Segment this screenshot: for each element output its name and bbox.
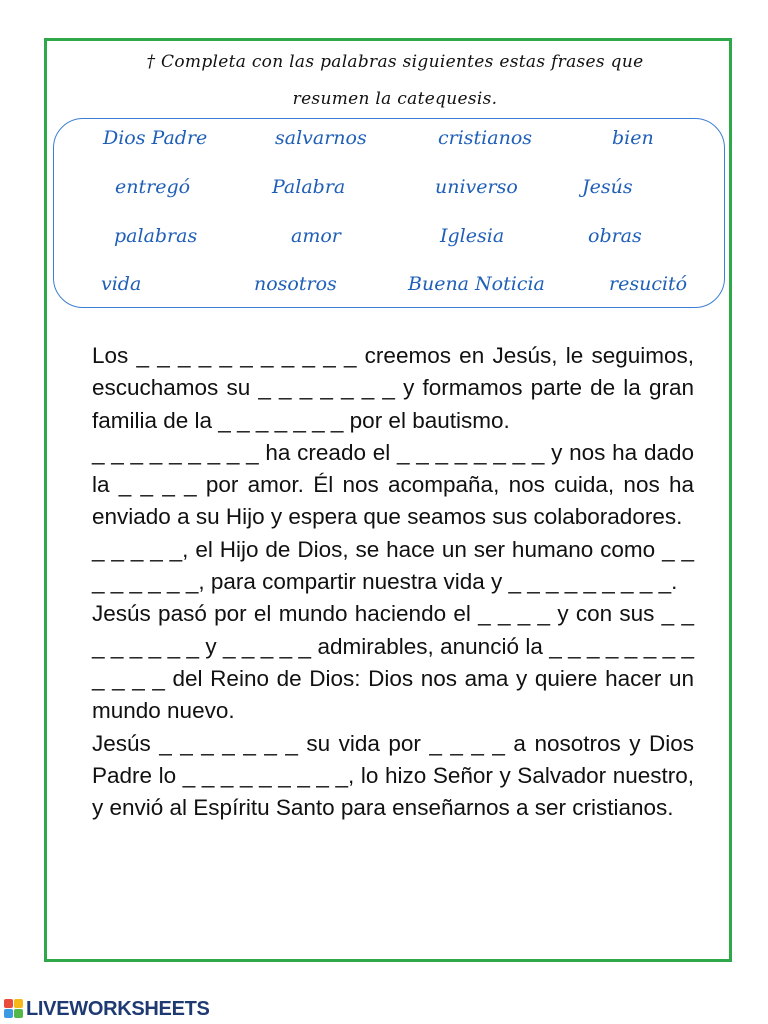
paragraph: Jesús _ _ _ _ _ _ _ su vida por _ _ _ _ a nosotros y Dios Padre lo _ _ _ _ _ _ _ _ _, lo hizo Señor y Salvador nuestro, y envió al Espíritu Santo para enseñarnos a ser cristianos. bbox=[92, 730, 694, 821]
logo-text: LIVEWORKSHEETS bbox=[26, 997, 210, 1020]
liveworksheets-logo bbox=[4, 996, 210, 1022]
word-bank-item: Jesús bbox=[582, 176, 633, 198]
word-bank-item: vida bbox=[101, 273, 142, 295]
paragraph: Los _ _ _ _ _ _ _ _ _ _ _ creemos en Jesús, le seguimos, escuchamos su _ _ _ _ _ _ _ y formamos parte de la gran familia de la _ _ _ _ _ _ _ por el bautismo. bbox=[92, 343, 694, 433]
instructions-line-2: resumen la catequesis. bbox=[292, 89, 498, 109]
fill-in-text bbox=[92, 340, 694, 824]
word-bank-item: Iglesia bbox=[440, 225, 505, 247]
instructions-line-1: † Completa con las palabras siguientes estas frases que bbox=[146, 52, 644, 72]
word-bank-item: nosotros bbox=[254, 273, 337, 295]
paragraph: Jesús pasó por el mundo haciendo el _ _ _ _ y con sus _ _ _ _ _ _ _ _ y _ _ _ _ _ admirables, anunció la _ _ _ _ _ _ _ _ _ _ _ _ del Reino de Dios: Dios nos ama y quiere hacer un mundo nuevo. bbox=[92, 601, 694, 724]
word-bank-item: palabras bbox=[114, 225, 198, 247]
word-bank-item: Buena Noticia bbox=[408, 273, 545, 295]
word-bank-item: universo bbox=[435, 176, 518, 198]
word-bank-item: Palabra bbox=[272, 176, 346, 198]
word-bank-item: entregó bbox=[115, 176, 191, 198]
word-bank-item: salvarnos bbox=[275, 127, 367, 149]
word-bank-item: obras bbox=[588, 225, 642, 247]
word-bank-item: bien bbox=[612, 127, 654, 149]
word-bank-item: resucitó bbox=[609, 273, 688, 295]
word-bank-item: Dios Padre bbox=[103, 127, 208, 149]
paragraph: _ _ _ _ _ _ _ _ _ ha creado el _ _ _ _ _ _ _ _ y nos ha dado la _ _ _ _ por amor. Él nos acompaña, nos cuida, nos ha enviado a su Hijo y espera que seamos sus colaboradores. bbox=[92, 439, 694, 530]
word-bank-item: amor bbox=[291, 225, 341, 247]
paragraph: _ _ _ _ _, el Hijo de Dios, se hace un ser humano como _ _ _ _ _ _ _ _, para compartir nuestra vida y _ _ _ _ _ _ _ _ _. bbox=[92, 536, 694, 595]
logo-squares-icon bbox=[4, 999, 24, 1019]
instructions bbox=[100, 44, 690, 118]
word-bank-item: cristianos bbox=[438, 127, 533, 149]
